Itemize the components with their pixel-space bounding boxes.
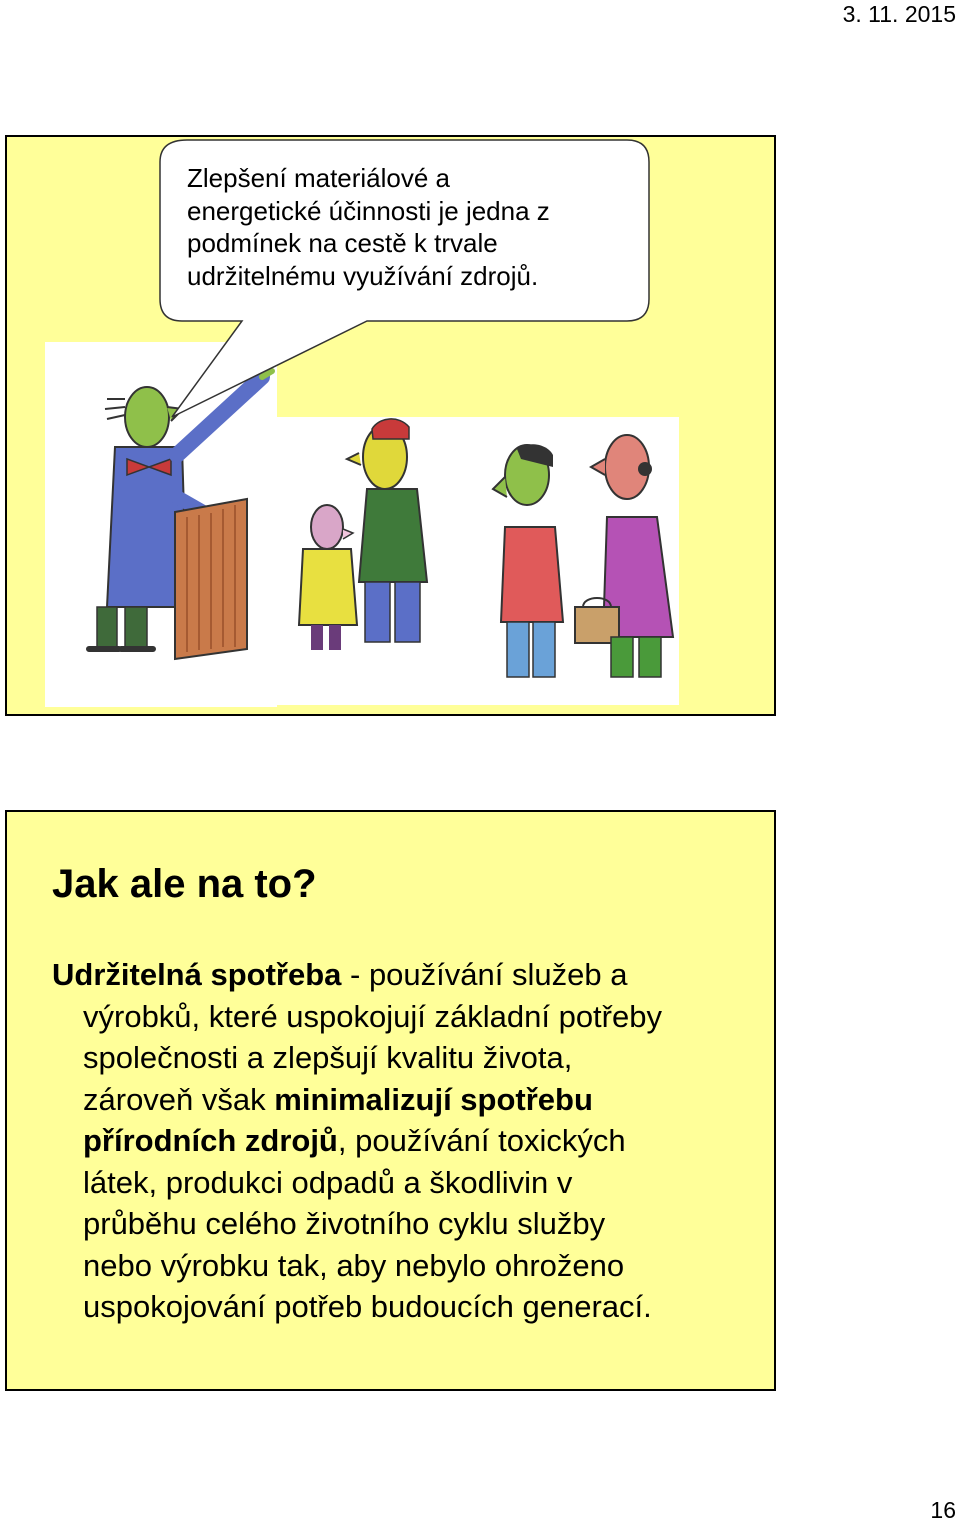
definition-line: průběhu celého životního cyklu služby [83, 1206, 606, 1241]
bubble-line: Zlepšení materiálové a [187, 163, 451, 193]
speech-bubble-text [187, 162, 637, 292]
definition-paragraph [52, 954, 742, 1328]
slide-heading: Jak ale na to? [52, 862, 317, 906]
bubble-line: energetické účinnosti je jedna z [187, 195, 550, 226]
definition-line: látek, produkci odpadů a škodlivin v [83, 1164, 573, 1200]
page-number: 16 [930, 1497, 956, 1523]
bubble-line: podmínek na cestě k trvale [187, 228, 498, 258]
definition-line: přírodních zdrojů, používání toxických [83, 1123, 626, 1158]
definition-line: uspokojování potřeb budoucích generací. [83, 1289, 652, 1324]
slide-definition [5, 810, 776, 1391]
page-date: 3. 11. 2015 [842, 1, 956, 27]
definition-line: nebo výrobku tak, aby nebylo ohroženo [83, 1247, 625, 1283]
definition-line: společnosti a zlepšují kvalitu života, [83, 1040, 573, 1075]
definition-term: Udržitelná spotřeba [52, 957, 342, 992]
definition-line: výrobků, které uspokojují základní potřeby [83, 998, 662, 1034]
definition-line: zároveň však minimalizují spotřebu [83, 1081, 593, 1117]
slide-illustration [5, 135, 776, 716]
definition-line: Udržitelná spotřeba - používání služeb a [52, 957, 628, 992]
bubble-line: udržitelnému využívání zdrojů. [187, 260, 539, 291]
